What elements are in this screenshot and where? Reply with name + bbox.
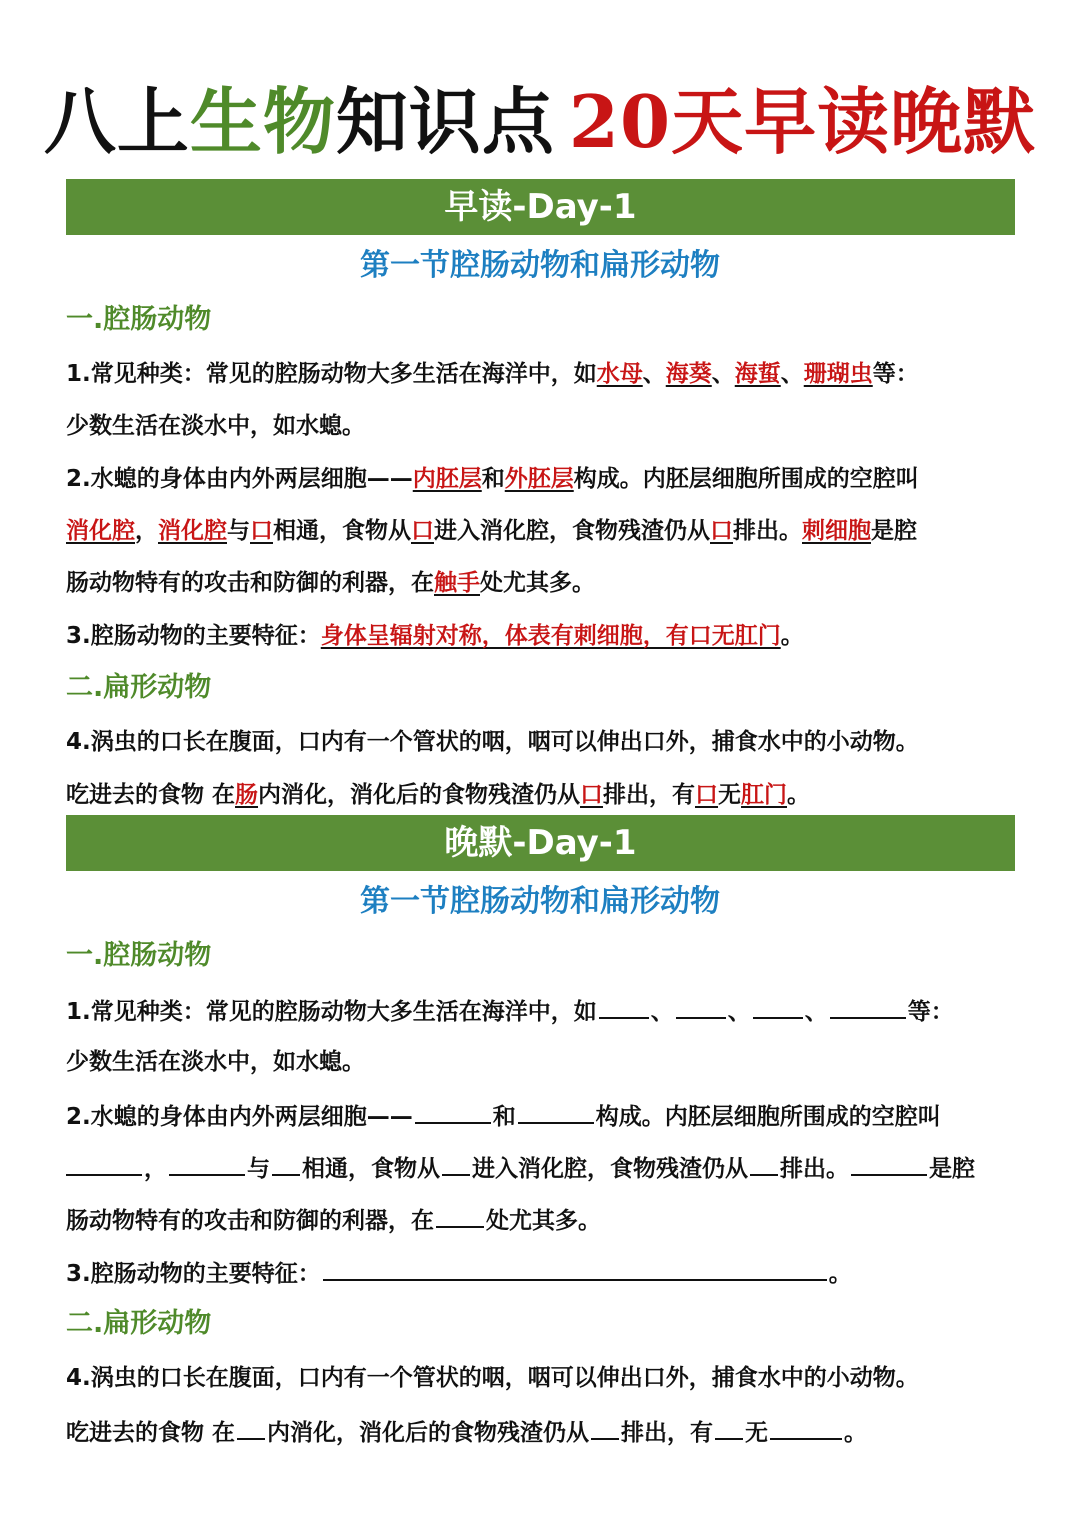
morning-line-5: 肠动物特有的攻击和防御的利器，在触手处尤其多。 (66, 570, 595, 596)
answer-anus: 肛门 (741, 782, 788, 808)
evening-line-3: 2.水螅的身体由内外两层细胞—— 和 构成。内胚层细胞所围成的空腔叫 (66, 1098, 1026, 1134)
answer-digestive-cavity-2: 消化腔 (158, 518, 227, 544)
blank[interactable] (753, 993, 803, 1019)
morning-line-8: 吃进去的食物 在肠内消化，消化后的食物残渣仍从口排出，有口无肛门。 (66, 782, 811, 808)
blank[interactable] (830, 993, 906, 1019)
blank[interactable] (169, 1150, 245, 1176)
blank[interactable] (442, 1150, 470, 1176)
blank[interactable] (436, 1202, 484, 1228)
blank[interactable] (323, 1255, 827, 1281)
morning-subtitle: 第一节腔肠动物和扁形动物 (360, 248, 720, 283)
evening-banner: 晚默-Day-1 (66, 815, 1015, 871)
morning-banner: 早读-Day-1 (66, 179, 1015, 235)
title-part-3: 知识点 (335, 79, 555, 164)
blank[interactable] (851, 1150, 927, 1176)
morning-line-4: 消化腔，消化腔与口相通，食物从口进入消化腔，食物残渣仍从口排出。刺细胞是腔 (66, 518, 917, 544)
answer-coral: 珊瑚虫 (803, 361, 873, 387)
blank[interactable] (599, 993, 649, 1019)
answer-mouth-2: 口 (411, 518, 434, 544)
blank[interactable] (715, 1414, 743, 1440)
blank[interactable] (518, 1098, 594, 1124)
morning-line-2: 少数生活在淡水中，如水螅。 (66, 413, 365, 439)
evening-line-2: 少数生活在淡水中，如水螅。 (66, 1049, 365, 1075)
morning-heading-2: 二.扁形动物 (66, 672, 212, 703)
title-part-4: 20天早读晚默 (568, 79, 1037, 164)
answer-ectoderm: 外胚层 (504, 466, 574, 492)
morning-heading-1: 一.腔肠动物 (66, 304, 212, 335)
blank[interactable] (770, 1414, 842, 1440)
answer-mouth: 口 (250, 518, 273, 544)
answer-mouth-5: 口 (695, 782, 719, 808)
title-part-2: 生物 (189, 79, 336, 164)
evening-line-5: 肠动物特有的攻击和防御的利器，在 处尤其多。 (66, 1202, 1026, 1238)
title-part-1: 八上 (43, 79, 190, 164)
morning-line-6: 3.腔肠动物的主要特征：身体呈辐射对称，体表有刺细胞，有口无肛门。 (66, 623, 804, 649)
blank[interactable] (415, 1098, 491, 1124)
answer-jellyfish: 水母 (596, 361, 643, 387)
evening-line-8: 吃进去的食物 在 内消化，消化后的食物残渣仍从 排出，有 无 。 (66, 1414, 1026, 1450)
blank[interactable] (591, 1414, 619, 1440)
answer-endoderm: 内胚层 (412, 466, 482, 492)
answer-tentacle: 触手 (434, 570, 480, 596)
blank[interactable] (750, 1150, 778, 1176)
evening-line-4: ， 与 相通，食物从 进入消化腔，食物残渣仍从 排出。 是腔 (66, 1150, 1026, 1186)
evening-heading-2: 二.扁形动物 (66, 1308, 212, 1339)
blank[interactable] (272, 1150, 300, 1176)
blank[interactable] (676, 993, 726, 1019)
answer-main-features: 身体呈辐射对称，体表有刺细胞，有口无肛门 (320, 623, 781, 649)
evening-subtitle: 第一节腔肠动物和扁形动物 (360, 884, 720, 919)
page-title (0, 74, 1080, 170)
answer-jellyfish-2: 海蜇 (734, 361, 781, 387)
evening-line-1: 1.常见种类：常见的腔肠动物大多生活在海洋中，如 、 、 、 等： (66, 993, 1026, 1029)
evening-line-7: 4.涡虫的口长在腹面，口内有一个管状的咽，咽可以伸出口外，捕食水中的小动物。 (66, 1365, 919, 1391)
answer-mouth-3: 口 (710, 518, 733, 544)
morning-line-1: 1.常见种类：常见的腔肠动物大多生活在海洋中，如水母、海葵、海蜇、珊瑚虫等： (66, 361, 919, 387)
answer-mouth-4: 口 (580, 782, 604, 808)
answer-sea-anemone: 海葵 (665, 361, 712, 387)
evening-heading-1: 一.腔肠动物 (66, 940, 212, 971)
evening-line-6: 3.腔肠动物的主要特征： 。 (66, 1255, 1026, 1291)
answer-intestine: 肠 (235, 782, 259, 808)
answer-digestive-cavity: 消化腔 (66, 518, 135, 544)
morning-line-7: 4.涡虫的口长在腹面，口内有一个管状的咽，咽可以伸出口外，捕食水中的小动物。 (66, 729, 919, 755)
answer-stinging-cell: 刺细胞 (802, 518, 871, 544)
blank[interactable] (66, 1150, 142, 1176)
morning-line-3: 2.水螅的身体由内外两层细胞——内胚层和外胚层构成。内胚层细胞所围成的空腔叫 (66, 466, 919, 492)
blank[interactable] (237, 1414, 265, 1440)
